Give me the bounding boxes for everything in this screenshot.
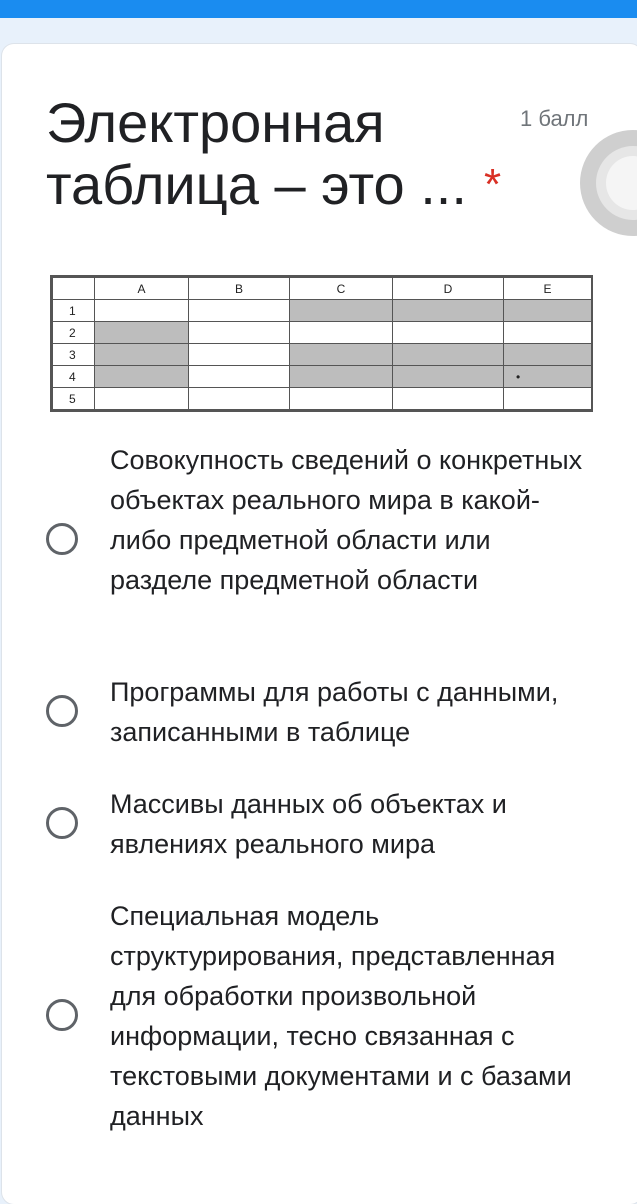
cell bbox=[95, 300, 189, 322]
answer-option-3[interactable] bbox=[0, 784, 637, 864]
points-label: 1 балл bbox=[520, 106, 589, 131]
column-header: E bbox=[504, 278, 592, 300]
cell-shaded bbox=[393, 366, 504, 388]
fab-ring bbox=[596, 146, 637, 220]
row-header: 2 bbox=[53, 322, 95, 344]
cell bbox=[290, 322, 393, 344]
spreadsheet-row bbox=[53, 388, 592, 410]
cell-shaded bbox=[290, 366, 393, 388]
radio-button[interactable] bbox=[46, 807, 78, 839]
cell bbox=[393, 322, 504, 344]
answer-option-2[interactable] bbox=[0, 672, 637, 752]
cell bbox=[504, 322, 592, 344]
cell bbox=[189, 300, 290, 322]
cell-shaded bbox=[95, 344, 189, 366]
cell-shaded bbox=[290, 300, 393, 322]
cell bbox=[189, 322, 290, 344]
option-label[interactable]: Программы для работы с данными, записанными в таблице bbox=[110, 677, 559, 747]
row-header: 4 bbox=[53, 366, 95, 388]
radio-button[interactable] bbox=[46, 523, 78, 555]
answer-option-1[interactable] bbox=[0, 440, 637, 640]
spreadsheet-grid bbox=[52, 277, 592, 410]
cell-shaded bbox=[393, 300, 504, 322]
cell bbox=[189, 366, 290, 388]
option-label[interactable]: Совокупность сведений о конкретных объектах реального мира в какой-либо предметной области или разделе предметной области bbox=[110, 445, 583, 595]
cell-shaded-note: • bbox=[504, 366, 592, 388]
spreadsheet-image bbox=[50, 275, 593, 412]
column-header: C bbox=[290, 278, 393, 300]
corner-cell bbox=[53, 278, 95, 300]
spreadsheet-row bbox=[53, 322, 592, 344]
cell bbox=[393, 388, 504, 410]
cell bbox=[504, 388, 592, 410]
spreadsheet-row bbox=[53, 300, 592, 322]
spreadsheet-header-row bbox=[53, 278, 592, 300]
cell-shaded bbox=[504, 344, 592, 366]
cell bbox=[189, 388, 290, 410]
answer-option-4[interactable] bbox=[0, 896, 637, 1136]
required-asterisk: * bbox=[484, 160, 502, 209]
column-header: B bbox=[189, 278, 290, 300]
radio-button[interactable] bbox=[46, 999, 78, 1031]
row-header: 1 bbox=[53, 300, 95, 322]
column-header: A bbox=[95, 278, 189, 300]
cell bbox=[290, 388, 393, 410]
cell-shaded bbox=[95, 366, 189, 388]
fab-core bbox=[606, 156, 637, 210]
spreadsheet-row bbox=[53, 344, 592, 366]
top-app-bar bbox=[0, 0, 637, 18]
cell bbox=[189, 344, 290, 366]
cell-shaded bbox=[95, 322, 189, 344]
question-title: Электронная таблица – это ... bbox=[46, 91, 467, 216]
cell-shaded bbox=[393, 344, 504, 366]
spreadsheet-row bbox=[53, 366, 592, 388]
row-header: 3 bbox=[53, 344, 95, 366]
cell-shaded bbox=[290, 344, 393, 366]
column-header: D bbox=[393, 278, 504, 300]
radio-button[interactable] bbox=[46, 695, 78, 727]
cell-shaded bbox=[504, 300, 592, 322]
row-header: 5 bbox=[53, 388, 95, 410]
option-label[interactable]: Массивы данных об объектах и явлениях реального мира bbox=[110, 789, 507, 859]
cell bbox=[95, 388, 189, 410]
option-label[interactable]: Специальная модель структурирования, представленная для обработки произвольной информации, тесно связанная с текстовыми документами и с базами данных bbox=[110, 901, 572, 1131]
